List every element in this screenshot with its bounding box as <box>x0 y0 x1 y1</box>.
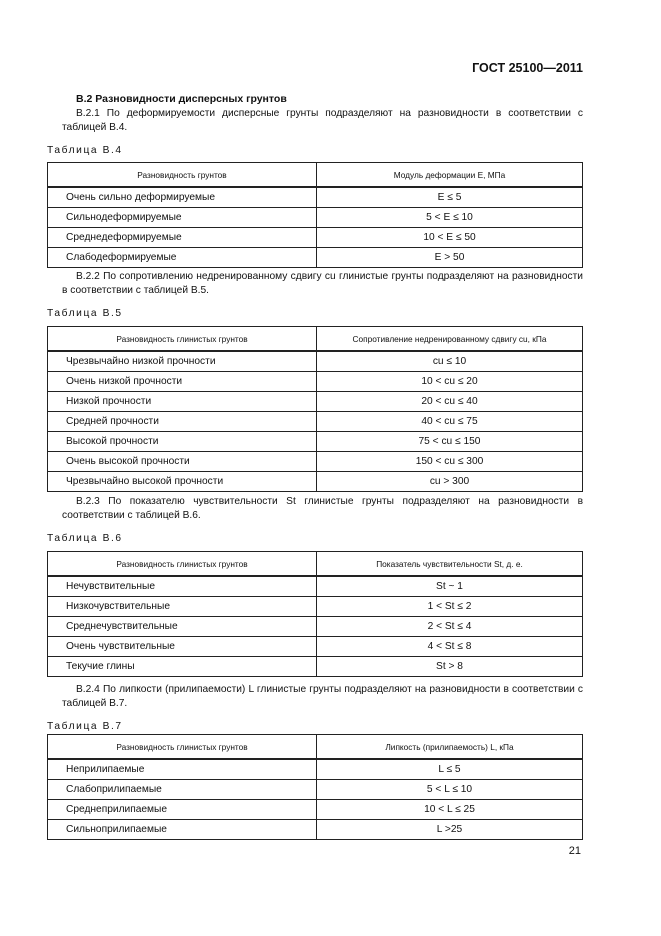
table-caption-b7: Таблица В.7 <box>47 721 123 732</box>
paragraph-b23: В.2.3 По показателю чувствительности St глинистые грунты подразделяют на разновидности в соответствии с таблицей В.6. <box>62 496 583 521</box>
table-b5 <box>47 326 583 492</box>
table-header: Разновидность глинистых грунтов <box>48 327 317 352</box>
table-row: Чрезвычайно низкой прочности cu ≤ 10 <box>48 351 583 372</box>
table-row: Сильноприлипаемые L >25 <box>48 820 583 840</box>
section-title: В.2 Разновидности дисперсных грунтов <box>76 93 287 105</box>
paragraph-b21: В.2.1 По деформируемости дисперсные грунты подразделяют на разновидности в соответствии с таблицей В.4. <box>62 108 583 133</box>
table-row: Среднеприлипаемые 10 < L ≤ 25 <box>48 800 583 820</box>
table-row: Низкой прочности 20 < cu ≤ 40 <box>48 392 583 412</box>
table-row: Слабоприлипаемые 5 < L ≤ 10 <box>48 780 583 800</box>
table-header: Разновидность грунтов <box>48 163 317 188</box>
table-row: Очень высокой прочности 150 < cu ≤ 300 <box>48 452 583 472</box>
table-row: Текучие глины St > 8 <box>48 657 583 677</box>
table-b7 <box>47 734 583 840</box>
table-caption-b4: Таблица В.4 <box>47 145 123 156</box>
table-row: Неприлипаемые L ≤ 5 <box>48 759 583 780</box>
table-row: Сильнодеформируемые 5 < E ≤ 10 <box>48 208 583 228</box>
table-header: Показатель чувствительности St, д. е. <box>317 552 583 577</box>
table-b4 <box>47 162 583 268</box>
table-row: Среднечувствительные 2 < St ≤ 4 <box>48 617 583 637</box>
table-header: Разновидность глинистых грунтов <box>48 552 317 577</box>
table-caption-b6: Таблица В.6 <box>47 533 123 544</box>
paragraph-b24: В.2.4 По липкости (прилипаемости) L глинистые грунты подразделяют на разновидности в соответствии с таблицей В.7. <box>62 684 583 709</box>
table-row: Высокой прочности 75 < cu ≤ 150 <box>48 432 583 452</box>
table-row: Очень низкой прочности 10 < cu ≤ 20 <box>48 372 583 392</box>
table-header: Липкость (прилипаемость) L, кПа <box>317 735 583 760</box>
table-row: Чрезвычайно высокой прочности cu > 300 <box>48 472 583 492</box>
table-header: Модуль деформации E, МПа <box>317 163 583 188</box>
table-row: Низкочувствительные 1 < St ≤ 2 <box>48 597 583 617</box>
document-code: ГОСТ 25100—2011 <box>472 61 583 75</box>
table-row: Очень чувствительные 4 < St ≤ 8 <box>48 637 583 657</box>
table-header: Разновидность глинистых грунтов <box>48 735 317 760</box>
table-row: Среднедеформируемые 10 < E ≤ 50 <box>48 228 583 248</box>
page-number: 21 <box>568 845 581 857</box>
table-header: Сопротивление недренированному сдвигу cu, кПа <box>317 327 583 352</box>
table-caption-b5: Таблица В.5 <box>47 308 123 319</box>
table-row: Нечувствительные St ~ 1 <box>48 576 583 597</box>
table-row: Очень сильно деформируемые E ≤ 5 <box>48 187 583 208</box>
table-row: Средней прочности 40 < cu ≤ 75 <box>48 412 583 432</box>
table-b6 <box>47 551 583 677</box>
table-row: Слабодеформируемые E > 50 <box>48 248 583 268</box>
paragraph-b22: В.2.2 По сопротивлению недренированному сдвигу cu глинистые грунты подразделяют на разновидности в соответствии с таблицей В.5. <box>62 271 583 296</box>
